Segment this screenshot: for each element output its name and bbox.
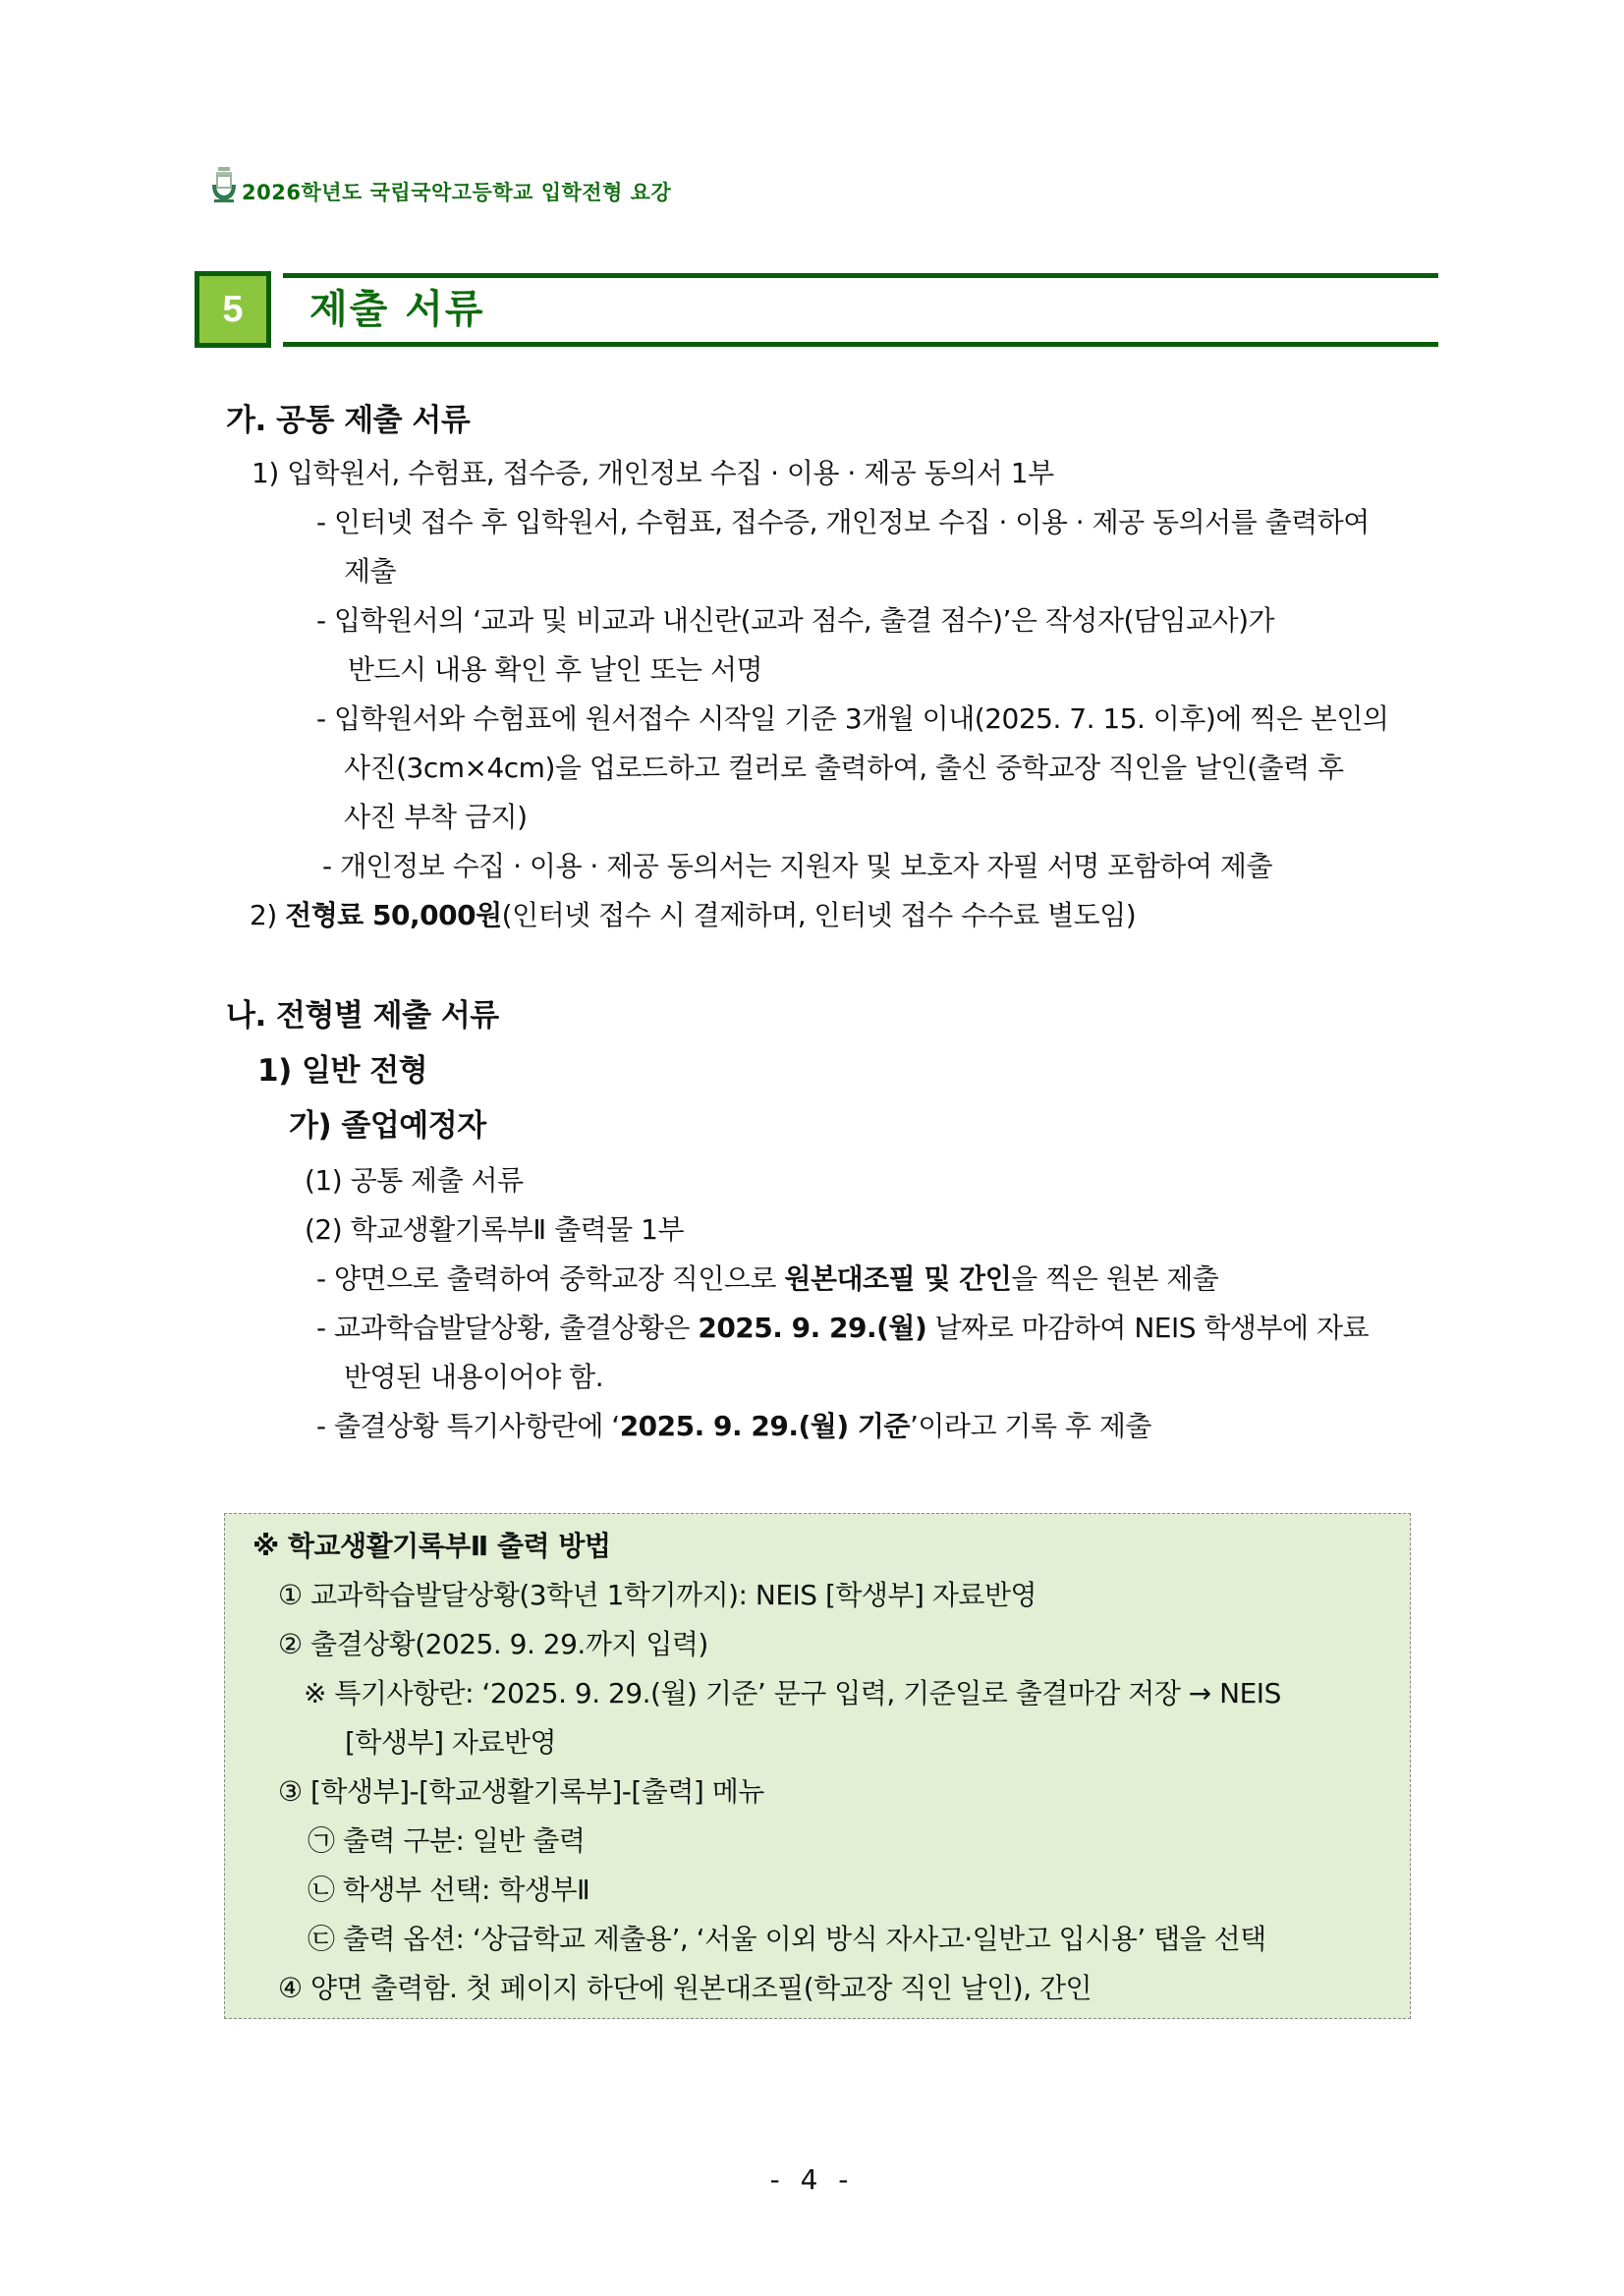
section-title: 제출 서류 (309, 287, 485, 332)
section-heading (195, 271, 1438, 352)
bullet-line: 반영된 내용이어야 함. (344, 1361, 604, 1393)
note-title: ※ 학교생활기록부Ⅱ 출력 방법 (252, 1530, 611, 1562)
bullet-line: 사진 부착 금지) (344, 801, 528, 833)
note-line: [학생부] 자료반영 (345, 1726, 557, 1759)
note-line: ③ [학생부]-[학교생활기록부]-[출력] 메뉴 (278, 1775, 764, 1808)
list-item: (1) 공통 제출 서류 (305, 1164, 524, 1197)
bullet-line: 제출 (344, 555, 397, 588)
note-line: ④ 양면 출력함. 첫 페이지 하단에 원본대조필(학교장 직인 날인), 간인 (278, 1972, 1092, 2004)
bullet-line: 사진(3cm×4cm)을 업로드하고 컬러로 출력하여, 출신 중학교장 직인을 날인(출력 후 (344, 752, 1344, 784)
bullet-line: - 인터넷 접수 후 입학원서, 수험표, 접수증, 개인정보 수집 · 이용 · 제공 동의서를 출력하여 (316, 506, 1370, 538)
fee-amount: 전형료 50,000원 (285, 899, 502, 931)
list-item: (2) 학교생활기록부Ⅱ 출력물 1부 (305, 1213, 684, 1246)
bullet-line: 반드시 내용 확인 후 날인 또는 서명 (348, 653, 763, 686)
bullet-line: - 개인정보 수집 · 이용 · 제공 동의서는 지원자 및 보호자 자필 서명 포함하여 제출 (322, 850, 1273, 882)
bullet-line: - 입학원서와 수험표에 원서접수 시작일 기준 3개월 이내(2025. 7. 15. 이후)에 찍은 본인의 (316, 702, 1389, 735)
graduating-students-heading: 가) 졸업예정자 (289, 1108, 486, 1144)
bullet-line: - 양면으로 출력하여 중학교장 직인으로 원본대조필 및 간인을 찍은 원본 제출 (316, 1262, 1219, 1295)
page-header (210, 165, 671, 204)
print-method-note-box (224, 1513, 1411, 2019)
note-line: ㉠ 출력 구분: 일반 출력 (308, 1824, 586, 1857)
school-emblem-icon (210, 165, 238, 204)
subsection-heading-by-type: 나. 전형별 제출 서류 (226, 998, 499, 1034)
note-line: ① 교과학습발달상황(3학년 1학기까지): NEIS [학생부] 자료반영 (278, 1579, 1037, 1611)
subsection-heading-common: 가. 공통 제출 서류 (226, 403, 471, 438)
bullet-line: - 출결상황 특기사항란에 ‘2025. 9. 29.(월) 기준’이라고 기록 후 제출 (316, 1410, 1151, 1442)
heading-rule-bottom (283, 342, 1438, 347)
note-line: ② 출결상황(2025. 9. 29.까지 입력) (278, 1628, 708, 1660)
item-1-label: 1) 입학원서, 수험표, 접수증, 개인정보 수집 · 이용 · 제공 동의서 1부 (252, 457, 1054, 489)
note-line: ㉡ 학생부 선택: 학생부Ⅱ (308, 1874, 590, 1906)
section-number-badge: 5 (195, 271, 271, 348)
note-line: ※ 특기사항란: ‘2025. 9. 29.(월) 기준’ 문구 입력, 기준일로 출결마감 저장 → NEIS (304, 1677, 1281, 1709)
note-line: ㉢ 출력 옵션: ‘상급학교 제출용’, ‘서울 이외 방식 자사고·일반고 입시용’ 탭을 선택 (308, 1923, 1266, 1955)
bullet-line: - 입학원서의 ‘교과 및 비교과 내신란(교과 점수, 출결 점수)’은 작성자(담임교사)가 (316, 604, 1275, 637)
heading-rule-top (283, 273, 1438, 278)
document-header-title: 2026학년도 국립국악고등학교 입학전형 요강 (242, 181, 672, 204)
item-2-fee: 2) 전형료 50,000원(인터넷 접수 시 결제하며, 인터넷 접수 수수료 별도임) (250, 899, 1137, 931)
page-number: - 4 - (769, 2163, 855, 2196)
general-admission-heading: 1) 일반 전형 (257, 1053, 428, 1089)
bullet-line: - 교과학습발달상황, 출결상황은 2025. 9. 29.(월) 날짜로 마감하여 NEIS 학생부에 자료 (316, 1312, 1370, 1344)
